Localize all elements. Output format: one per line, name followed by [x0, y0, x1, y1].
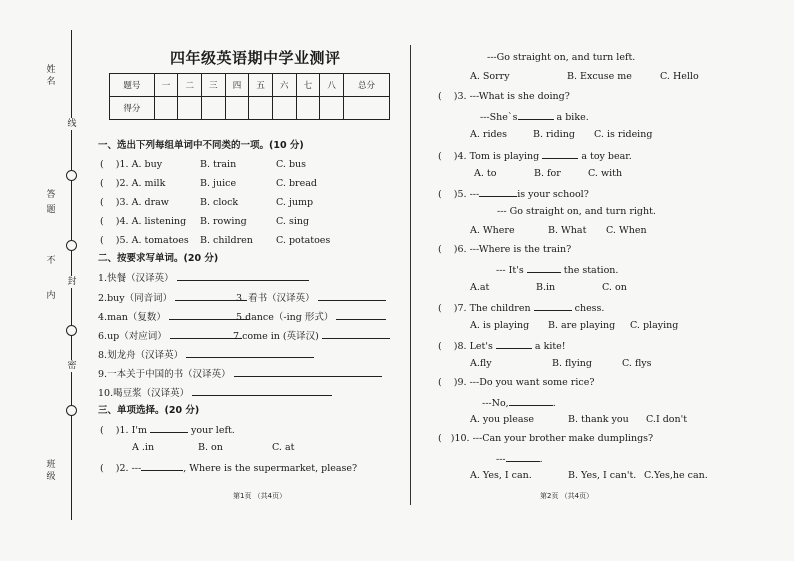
binding-label: 班	[46, 460, 56, 470]
answer-blank[interactable]	[506, 452, 540, 462]
question-row: ( )9. ---Do you want some rice?	[438, 377, 595, 388]
question-text: --- It's	[496, 265, 524, 276]
score-header-cell: 五	[249, 74, 273, 97]
question-text: --- Go straight on, and turn right.	[497, 206, 656, 217]
option-c[interactable]: C. sing	[276, 216, 310, 227]
binding-label: 姓	[46, 65, 56, 75]
score-header-cell: 四	[225, 74, 249, 97]
answer-blank[interactable]	[150, 423, 188, 433]
score-input-cell[interactable]	[296, 97, 320, 120]
question-row: ( )6. ---Where is the train?	[438, 244, 572, 255]
answer-blank[interactable]	[322, 329, 390, 339]
question-row: ( )10. ---Can your brother make dumplings?	[438, 433, 654, 444]
question-text: 7.come in (英译汉)	[233, 331, 319, 342]
question-text: )2. ---	[115, 463, 142, 474]
question-text: is your school?	[517, 189, 589, 200]
option-b[interactable]: B.in	[536, 282, 556, 293]
question-row	[496, 263, 618, 277]
question-text: ---No,	[482, 398, 509, 409]
score-input-cell[interactable]	[272, 97, 296, 120]
question-text: 9.一本关于中国的书（汉译英）	[98, 369, 231, 380]
fold-word-seal: 封	[67, 277, 77, 287]
answer-blank[interactable]	[509, 396, 553, 406]
question-row: ( )2. --- , Where is the supermarket, please?	[100, 463, 358, 474]
binding-label: 级	[46, 472, 56, 482]
option-a[interactable]: A. buy	[131, 159, 163, 170]
binding-label: 不	[46, 256, 56, 266]
score-input-cell[interactable]	[225, 97, 249, 120]
question-row	[98, 329, 242, 343]
question-row	[236, 310, 386, 324]
answer-blank[interactable]	[141, 461, 183, 471]
option-c[interactable]: C. potatoes	[276, 235, 331, 246]
option-a[interactable]: A. rides	[470, 129, 508, 140]
question-text: 3. 看书（汉译英）	[236, 293, 315, 304]
option-c[interactable]: C.Yes,he can.	[644, 470, 708, 481]
question-text: ---	[496, 454, 506, 465]
question-text: a bike.	[556, 112, 589, 123]
answer-blank[interactable]	[234, 367, 382, 377]
answer-blank[interactable]	[192, 386, 332, 396]
score-header-cell: 六	[272, 74, 296, 97]
score-input-cell[interactable]	[154, 97, 178, 120]
option-c[interactable]: C. at	[272, 442, 295, 453]
question-text: )1. I'm	[115, 425, 147, 436]
option-b[interactable]: B. Excuse me	[567, 71, 632, 82]
question-row	[98, 348, 314, 362]
question-row: ( )5. --- is your school?	[438, 189, 589, 200]
question-row: ( )5. A. tomatoes	[100, 235, 189, 246]
question-text: )4. Tom is playing	[453, 151, 540, 162]
question-text: )9. ---Do you want some rice?	[453, 377, 595, 388]
question-text: )5. ---	[453, 189, 480, 200]
option-b[interactable]: B. are playing	[548, 320, 616, 331]
question-number: )1.	[115, 159, 129, 170]
question-text: ---She`s	[480, 112, 518, 123]
question-row: ( )3. A. draw	[100, 197, 169, 208]
answer-blank[interactable]	[518, 110, 554, 120]
question-text: 1.快餐（汉译英）	[98, 273, 174, 284]
question-text: your left.	[191, 425, 235, 436]
binding-hole-2	[66, 240, 77, 251]
answer-blank[interactable]	[336, 310, 386, 320]
option-b[interactable]: B. juice	[200, 178, 237, 189]
option-b[interactable]: B. clock	[200, 197, 239, 208]
question-row: ( )7. The children chess.	[438, 303, 605, 314]
option-b[interactable]: B. Yes, I can't.	[568, 470, 637, 481]
answer-blank[interactable]	[496, 339, 532, 349]
question-row	[233, 329, 390, 343]
option-b[interactable]: B. flying	[552, 358, 592, 369]
page-number-left: 第1页 （共4页）	[233, 492, 287, 500]
question-row: ( )1. I'm your left.	[100, 425, 235, 436]
answer-blank[interactable]	[527, 263, 561, 273]
question-text: 8.划龙舟（汉译英）	[98, 350, 184, 361]
score-header-cell: 八	[320, 74, 344, 97]
option-b[interactable]: B. What	[548, 225, 587, 236]
binding-label: 名	[46, 77, 56, 87]
option-b[interactable]: B. on	[198, 442, 223, 453]
binding-hole-1	[66, 170, 77, 181]
question-text: 5.dance（-ing 形式）	[236, 312, 334, 323]
question-text: a kite!	[534, 341, 566, 352]
option-a[interactable]: A. listening	[131, 216, 187, 227]
option-c[interactable]: C. Hello	[660, 71, 699, 82]
fold-word-line: 线	[67, 119, 77, 129]
option-c[interactable]: C. is rideing	[594, 129, 653, 140]
option-c[interactable]: C. bus	[276, 159, 307, 170]
answer-blank[interactable]	[177, 271, 309, 281]
score-input-cell[interactable]	[320, 97, 344, 120]
question-text: )6. ---Where is the train?	[453, 244, 572, 255]
question-row	[98, 386, 332, 400]
question-text: 10.喝豆浆（汉译英）	[98, 388, 190, 399]
question-row	[482, 396, 556, 410]
option-a[interactable]: A. Yes, I can.	[470, 470, 532, 481]
score-header-cell: 二	[178, 74, 202, 97]
question-text: )8. Let's	[453, 341, 493, 352]
option-c[interactable]: C. When	[606, 225, 647, 236]
question-text: .	[539, 454, 543, 465]
question-number: )4.	[115, 216, 129, 227]
section-heading: 二、按要求写单词。(20 分)	[98, 253, 219, 264]
binding-hole-3	[66, 325, 77, 336]
option-c[interactable]: C. bread	[276, 178, 317, 189]
question-row	[496, 452, 543, 466]
option-a[interactable]: A. is playing	[470, 320, 530, 331]
option-a[interactable]: A. to	[474, 168, 497, 179]
score-row-label: 得分	[110, 97, 155, 120]
option-a[interactable]: A. Sorry	[470, 71, 510, 82]
option-a[interactable]: A.at	[470, 282, 490, 293]
question-row	[236, 291, 386, 305]
score-input-cell[interactable]	[249, 97, 273, 120]
answer-blank[interactable]	[542, 149, 578, 159]
question-row: ( )1. A. buy	[100, 159, 163, 170]
question-row: ( )8. Let's a kite!	[438, 341, 566, 352]
question-text: 2.buy（同音词）	[98, 293, 173, 304]
page-number-right: 第2页 （共4页）	[540, 492, 594, 500]
question-text: the station.	[563, 265, 619, 276]
score-input-cell[interactable]	[178, 97, 202, 120]
exam-title: 四年级英语期中学业测评	[170, 49, 341, 67]
question-row	[98, 291, 247, 305]
question-text: 4.man（复数）	[98, 312, 166, 323]
question-text: chess.	[574, 303, 605, 314]
score-input-cell[interactable]	[202, 97, 226, 120]
answer-blank[interactable]	[186, 348, 314, 358]
option-b[interactable]: B. children	[200, 235, 253, 246]
question-row: ( )4. Tom is playing a toy bear.	[438, 151, 632, 162]
option-c[interactable]: C. on	[602, 282, 627, 293]
question-text: )7. The children	[453, 303, 531, 314]
answer-blank[interactable]	[318, 291, 386, 301]
question-text: ---Go straight on, and turn left.	[487, 52, 636, 63]
option-a[interactable]: A. Where	[470, 225, 515, 236]
option-a[interactable]: A. draw	[131, 197, 169, 208]
answer-blank[interactable]	[534, 301, 572, 311]
binding-margin	[44, 30, 84, 520]
question-number: )3.	[115, 197, 129, 208]
answer-blank[interactable]	[479, 187, 517, 197]
option-c[interactable]: C. with	[588, 168, 623, 179]
page-fold-line	[410, 45, 411, 505]
question-row	[480, 110, 589, 124]
question-text: )3. ---What is she doing?	[453, 91, 570, 102]
answer-blank[interactable]	[170, 329, 242, 339]
question-text: , Where is the supermarket, please?	[183, 463, 358, 474]
question-row: ( )3. ---What is she doing?	[438, 91, 570, 102]
score-header-cell: 三	[202, 74, 226, 97]
binding-label: 内	[46, 291, 56, 301]
binding-hole-4	[66, 405, 77, 416]
binding-line	[71, 30, 72, 520]
score-input-cell[interactable]	[344, 97, 390, 120]
option-a[interactable]: A. tomatoes	[131, 235, 189, 246]
option-c[interactable]: C. flys	[622, 358, 652, 369]
section-heading: 一、选出下列每组单词中不同类的一项。(10 分)	[98, 140, 304, 151]
option-a[interactable]: A .in	[132, 442, 155, 453]
option-b[interactable]: B. for	[534, 168, 561, 179]
option-b[interactable]: B. thank you	[568, 414, 629, 425]
question-row: ( )2. A. milk	[100, 178, 166, 189]
question-number: )2.	[115, 178, 129, 189]
question-text: a toy bear.	[581, 151, 632, 162]
fold-word-secret: 密	[67, 361, 77, 371]
score-header-cell: 题号	[110, 74, 155, 97]
section-heading: 三、单项选择。(20 分)	[98, 405, 200, 416]
question-row	[98, 367, 382, 381]
binding-label: 题	[46, 205, 56, 215]
question-text: .	[552, 398, 556, 409]
score-header-cell: 总分	[344, 74, 390, 97]
question-text: )10. ---Can your brother make dumplings?	[450, 433, 654, 444]
option-b[interactable]: B. train	[200, 159, 237, 170]
question-row	[98, 271, 309, 285]
option-c[interactable]: C. jump	[276, 197, 314, 208]
question-row	[98, 310, 249, 324]
question-number: )5.	[115, 235, 129, 246]
option-c[interactable]: C. playing	[630, 320, 679, 331]
option-c[interactable]: C.I don't	[646, 414, 688, 425]
score-table	[109, 73, 390, 120]
option-b[interactable]: B. riding	[533, 129, 575, 140]
option-b[interactable]: B. rowing	[200, 216, 247, 227]
score-header-cell: 一	[154, 74, 178, 97]
option-a[interactable]: A.fly	[470, 358, 492, 369]
option-a[interactable]: A. milk	[131, 178, 166, 189]
question-row: ( )4. A. listening	[100, 216, 187, 227]
score-header-cell: 七	[296, 74, 320, 97]
option-a[interactable]: A. you please	[470, 414, 535, 425]
binding-label: 答	[46, 190, 56, 200]
question-text: 6.up（对应词）	[98, 331, 167, 342]
